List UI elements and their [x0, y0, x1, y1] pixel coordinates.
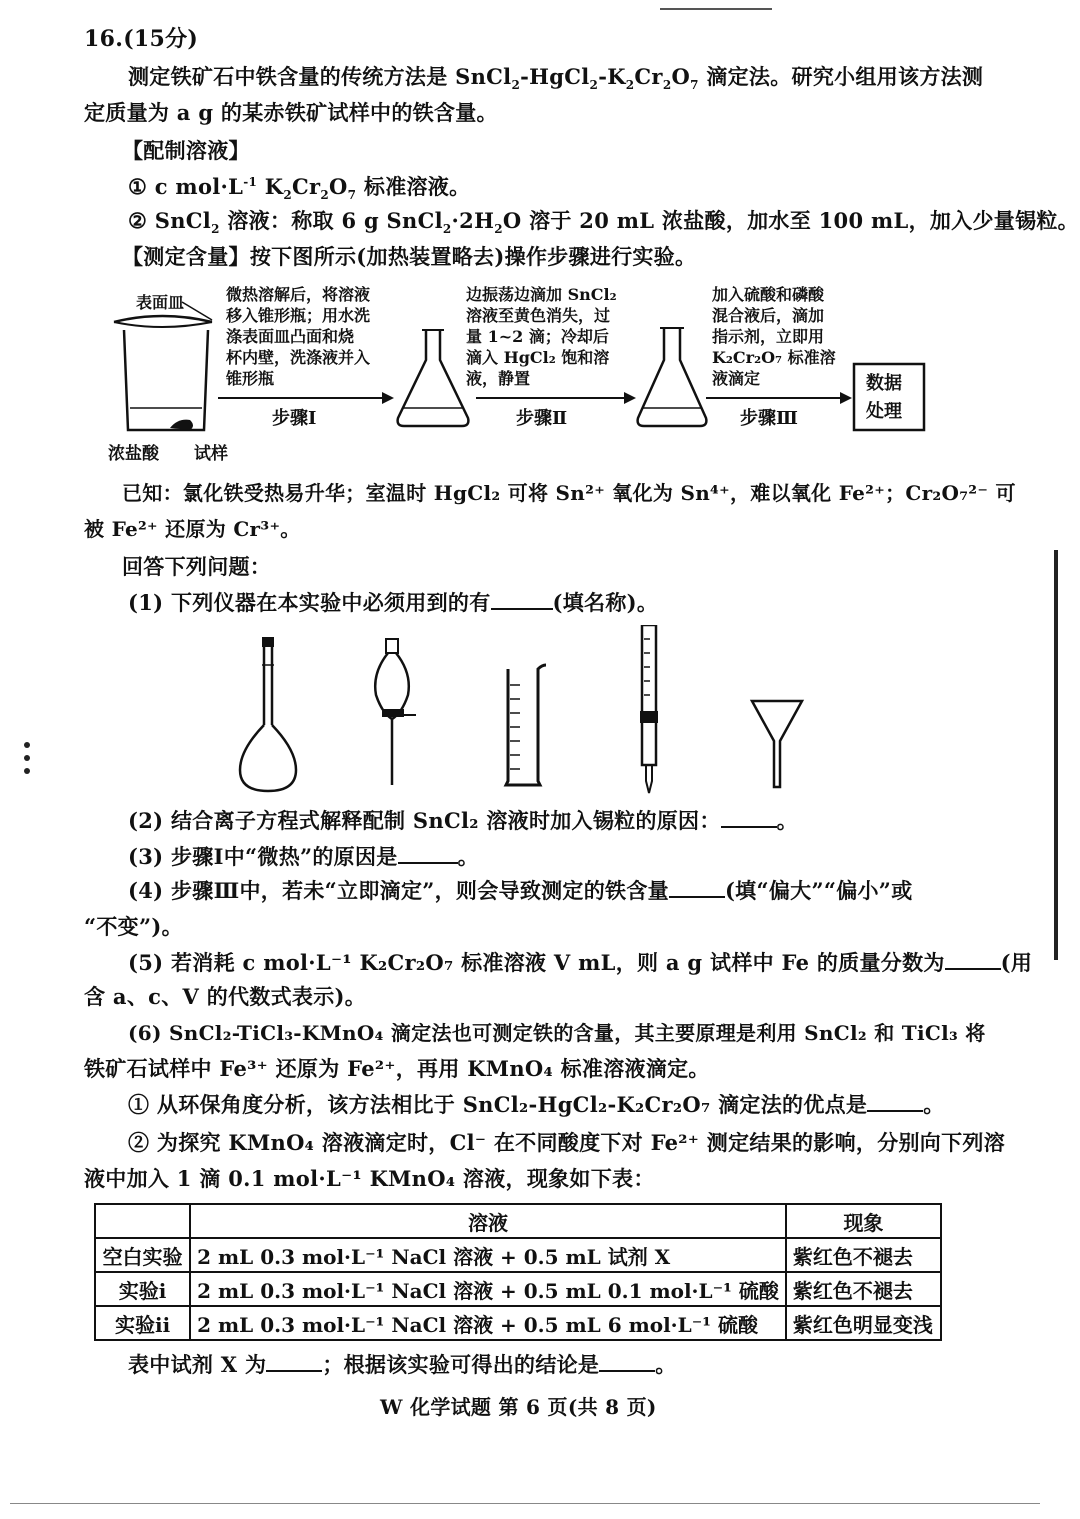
answer-blank[interactable]: [721, 806, 777, 828]
text: 滴入 HgCl₂ 饱和溶: [466, 348, 610, 367]
text: O 溶于 20 mL 浓盐酸，加水至 100 mL，加入少量锡粒。: [502, 208, 1079, 233]
question-3: [128, 842, 479, 872]
separatory-funnel-icon: [375, 639, 416, 785]
text: ① c mol·L: [128, 174, 244, 199]
question-6-line-2: 铁矿石试样中 Fe³⁺ 还原为 Fe²⁺，再用 KMnO₄ 标准溶液滴定。: [84, 1056, 710, 1081]
page-footer: W 化学试题 第 6 页(共 8 页): [380, 1395, 657, 1419]
bottom-rule: [10, 1503, 1040, 1504]
beaker-icon: [114, 316, 212, 430]
text: ·2H: [451, 208, 495, 233]
text: 量 1~2 滴；冷却后: [466, 327, 609, 346]
table-cell: 紫红色明显变浅: [786, 1306, 941, 1340]
text: 。: [457, 844, 479, 869]
answer-prompt: 回答下列问题：: [122, 554, 272, 579]
text: Cr: [634, 64, 663, 89]
table-header: [95, 1204, 190, 1238]
text: (5) 若消耗 c mol·L⁻¹ K₂Cr₂O₇ 标准溶液 V mL，则 a g 试样中 Fe 的质量分数为: [128, 950, 945, 975]
sample-label: 试样: [194, 444, 228, 464]
table-header-row: [95, 1204, 941, 1238]
step-2-label: 步骤Ⅱ: [516, 408, 568, 429]
watch-glass-label: 表面皿: [136, 293, 185, 312]
text: 滴定法。研究小组用该方法测: [698, 64, 984, 89]
table-cell: 紫红色不褪去: [786, 1272, 941, 1306]
text: 。: [776, 808, 798, 833]
text: -HgCl: [520, 64, 590, 89]
known-line-2: 被 Fe²⁺ 还原为 Cr³⁺。: [84, 517, 301, 541]
step-2-text: [466, 284, 617, 389]
table-cell: 2 mL 0.3 mol·L⁻¹ NaCl 溶液 + 0.5 mL 0.1 mol·L⁻¹ 硫酸: [190, 1272, 786, 1306]
text: 加入硫酸和磷酸: [712, 285, 825, 304]
question-2: [128, 806, 798, 836]
text: ；根据该实验可得出的结论是: [322, 1352, 600, 1377]
text: (4) 步骤Ⅲ中，若未“立即滴定”，则会导致测定的铁含量: [128, 878, 669, 903]
measure-text: 按下图所示(加热装置略去)操作步骤进行实验。: [249, 244, 697, 269]
text: Cr: [291, 174, 321, 199]
text: 。: [655, 1352, 677, 1377]
text: 液，静置: [466, 369, 531, 388]
table-row: [95, 1306, 941, 1340]
table-cell: 实验ⅰ: [95, 1272, 190, 1306]
answer-blank[interactable]: [491, 588, 553, 610]
text: 涤表面皿凸面和烧: [226, 327, 355, 346]
table-row: [95, 1238, 941, 1272]
text: ① 从环保角度分析，该方法相比于 SnCl₂-HgCl₂-K₂Cr₂O₇ 滴定法的优点是: [128, 1092, 868, 1117]
data-box-text: [866, 370, 902, 426]
text: 标准溶液。: [356, 174, 471, 199]
answer-blank[interactable]: [266, 1350, 322, 1372]
table-cell: 实验ⅱ: [95, 1306, 190, 1340]
text: 处理: [866, 401, 902, 422]
measure-line: [122, 242, 696, 272]
answer-blank[interactable]: [398, 842, 458, 864]
conical-flask-icon: [638, 328, 707, 426]
answer-blank[interactable]: [867, 1090, 923, 1112]
step-1-label: 步骤Ⅰ: [272, 408, 317, 429]
text: 边振荡边滴加 SnCl₂: [466, 285, 617, 304]
step-3-text: [712, 284, 836, 389]
acid-label: 浓盐酸: [108, 444, 159, 464]
text: (3) 步骤Ⅰ中“微热”的原因是: [128, 844, 398, 869]
prep-item-2: ② SnCl$_2$ 溶液：称取 6 g $SnCl_2\cdot 2H_2O$ 溶于 20 mL 浓盐酸，加水至 100 mL，加入少量锡粒。: [128, 208, 1079, 237]
text: (2) 结合离子方程式解释配制 SnCl₂ 溶液时加入锡粒的原因：: [128, 808, 721, 833]
text: 数据: [866, 373, 902, 394]
answer-blank[interactable]: [945, 948, 1001, 970]
volumetric-flask-icon: [240, 637, 296, 791]
prep-item-1: ① c $mol\cdot L^{-1}$ $K_2Cr_2O_7$ 标准溶液。: [128, 174, 471, 203]
funnel-icon: [752, 701, 802, 787]
question-6: (6) SnCl₂-TiCl₃-KMnO₄ 滴定法也可测定铁的含量，其主要原理是利用 SnCl₂ 和 TiCl₃ 将: [128, 1021, 986, 1045]
text: 。: [923, 1092, 945, 1117]
question-header: [84, 24, 198, 54]
text: 微热溶解后，将溶液: [226, 285, 371, 304]
text: O: [671, 64, 691, 89]
text: (用: [1000, 950, 1033, 975]
text: ② SnCl: [128, 208, 212, 233]
question-5: [128, 948, 1032, 978]
text: K: [257, 174, 284, 199]
burette-icon: [640, 625, 658, 793]
text: 溶液至黄色消失，过: [466, 306, 611, 325]
instruments: [220, 625, 820, 800]
table-header: 溶液: [190, 1204, 786, 1238]
question-score: (15分): [123, 26, 199, 52]
table-row: [95, 1272, 941, 1306]
text: (填“偏大”“偏小”或: [724, 878, 913, 903]
measure-title: 【测定含量】: [122, 244, 250, 269]
text: 测定铁矿石中铁含量的传统方法是 SnCl: [128, 64, 512, 89]
text: 表中试剂 X 为: [128, 1352, 267, 1377]
table-cell: 2 mL 0.3 mol·L⁻¹ NaCl 溶液 + 0.5 mL 6 mol·L⁻¹ 硫酸: [190, 1306, 786, 1340]
step-3-label: 步骤Ⅲ: [740, 408, 798, 429]
question-6-part-2: ② 为探究 KMnO₄ 溶液滴定时，Cl⁻ 在不同酸度下对 Fe²⁺ 测定结果的影响，分别向下列溶: [128, 1130, 1005, 1155]
question-4-cont: “不变”)。: [84, 914, 183, 939]
conical-flask-icon: [398, 330, 469, 426]
text: 移入锥形瓶；用水洗: [226, 306, 371, 325]
text: 指示剂，立即用: [712, 327, 825, 346]
step-1-text: [226, 284, 370, 389]
prep-title: 【配制溶液】: [122, 138, 250, 163]
text: 混合液后，滴加: [712, 306, 825, 325]
table-cell: 空白实验: [95, 1238, 190, 1272]
final-question: [128, 1350, 677, 1380]
text: 溶液：称取 6 g SnCl: [219, 208, 443, 233]
question-1: [128, 588, 658, 618]
top-rule: [660, 8, 772, 10]
text: 杯内壁，洗涤液并入: [226, 348, 371, 367]
table-cell: 紫红色不褪去: [786, 1238, 941, 1272]
scrollbar[interactable]: [1054, 550, 1058, 960]
text: (填名称)。: [552, 590, 659, 615]
text: 液滴定: [712, 369, 761, 388]
intro-line-1: 测定铁矿石中铁含量的传统方法是 $SnCl_2-HgCl_2-K_2Cr_2O_7$ 滴定法。研究小组用该方法测: [128, 64, 984, 93]
experiment-table: [94, 1203, 942, 1341]
question-6-part-1: [128, 1090, 945, 1120]
text: O: [329, 174, 348, 199]
question-number: 16.: [84, 26, 124, 52]
answer-blank[interactable]: [669, 876, 725, 898]
text: 锥形瓶: [226, 369, 275, 388]
graduated-cylinder-icon: [506, 665, 546, 785]
table-header: 现象: [786, 1204, 941, 1238]
question-5-cont: 含 a、c、V 的代数式表示)。: [84, 984, 367, 1009]
more-icon[interactable]: [24, 742, 30, 781]
question-6-part-2-cont: 液中加入 1 滴 0.1 mol·L⁻¹ KMnO₄ 溶液，现象如下表：: [84, 1166, 655, 1191]
intro-line-2: 定质量为 a g 的某赤铁矿试样中的铁含量。: [84, 100, 498, 125]
known-line-1: 已知：氯化铁受热易升华；室温时 HgCl₂ 可将 Sn²⁺ 氧化为 Sn⁴⁺，难以氧化 Fe²⁺；Cr₂O₇²⁻ 可: [122, 481, 1016, 505]
answer-blank[interactable]: [599, 1350, 655, 1372]
text: (1) 下列仪器在本实验中必须用到的有: [128, 590, 491, 615]
text: K₂Cr₂O₇ 标准溶: [712, 348, 836, 367]
question-4: [128, 876, 913, 906]
text: -K: [598, 64, 626, 89]
table-cell: 2 mL 0.3 mol·L⁻¹ NaCl 溶液 + 0.5 mL 试剂 X: [190, 1238, 786, 1272]
